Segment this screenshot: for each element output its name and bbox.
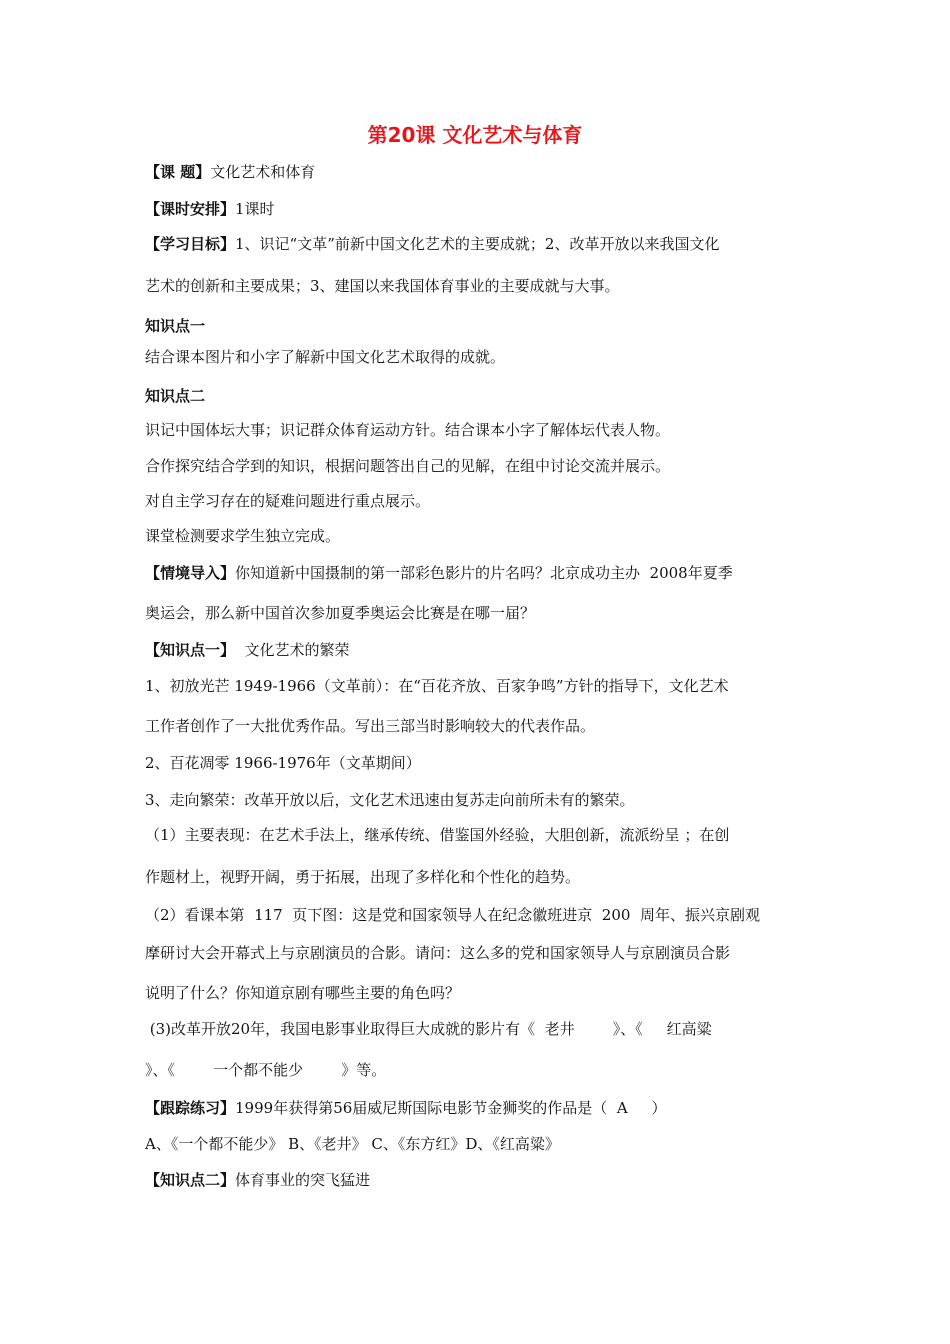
- text-line: [145, 941, 815, 965]
- text-line: [145, 1017, 815, 1041]
- line-text: （1）主要表现：在艺术手法上，继承传统、借鉴国外经验，大胆创新，流派纷呈 ；在创: [145, 826, 730, 844]
- line-text: 体育事业的突飞猛进: [235, 1171, 371, 1189]
- text-line: [145, 638, 815, 662]
- line-label: 【跟踪练习】: [145, 1099, 236, 1117]
- line-text: 课堂检测要求学生独立完成。: [145, 527, 341, 545]
- text-line: [145, 314, 815, 338]
- line-text: 作题材上，视野开阔，勇于拓展，出现了多样化和个性化的趋势。: [145, 868, 581, 886]
- text-line: [145, 714, 815, 738]
- text-line: [145, 345, 815, 369]
- text-line: [145, 489, 815, 513]
- text-line: [145, 1168, 815, 1192]
- page-title: 第20课 文化艺术与体育: [367, 123, 583, 147]
- text-line: [145, 524, 815, 548]
- text-line: [145, 197, 815, 221]
- text-line: [145, 981, 815, 1005]
- line-text: 摩研讨大会开幕式上与京剧演员的合影。请问：这么多的党和国家领导人与京剧演员合影: [145, 944, 731, 962]
- line-label: 【情境导入】: [145, 564, 236, 582]
- text-line: [145, 274, 815, 298]
- line-label: 知识点一: [145, 317, 206, 335]
- text-line: [145, 384, 815, 408]
- text-line: [145, 903, 815, 927]
- line-text: 艺术的创新和主要成果；3、建国以来我国体育事业的主要成就与大事。: [145, 277, 620, 295]
- line-label: 【课 题】: [145, 163, 211, 181]
- text-line: [145, 1096, 815, 1120]
- line-text: A、《一个都不能少》 B、《老井》 C、《东方红》D、《红高粱》: [145, 1135, 560, 1153]
- line-text: 1999年获得第56届威尼斯国际电影节金狮奖的作品是（ A ）: [235, 1099, 667, 1117]
- line-text: 工作者创作了一大批优秀作品。写出三部当时影响较大的代表作品。: [145, 717, 596, 735]
- line-text: 1、识记“文革”前新中国文化艺术的主要成就；2、改革开放以来我国文化: [235, 235, 720, 253]
- line-text: 结合课本图片和小字了解新中国文化艺术取得的成就。: [145, 348, 506, 366]
- text-line: [145, 561, 815, 585]
- line-text: 》、《 一个都不能少 》等。: [145, 1061, 387, 1079]
- line-text: 合作探究结合学到的知识，根据问题答出自己的见解，在组中讨论交流并展示。: [145, 457, 671, 475]
- text-line: [145, 1132, 815, 1156]
- line-label: 【知识点一】: [145, 641, 236, 659]
- line-text: 对自主学习存在的疑难问题进行重点展示。: [145, 492, 431, 510]
- line-text: 1课时: [235, 200, 275, 218]
- line-text: 文化艺术和体育: [210, 163, 316, 181]
- line-text: 1、初放光芒 1949-1966（文革前）：在“百花齐放、百家争鸣”方针的指导下，文化艺术: [145, 677, 729, 695]
- text-line: [145, 823, 815, 847]
- text-line: [145, 674, 815, 698]
- text-line: [145, 454, 815, 478]
- line-label: 【知识点二】: [145, 1171, 236, 1189]
- line-text: (3)改革开放20年，我国电影事业取得巨大成就的影片有《 老井 》、《 红高粱: [145, 1020, 712, 1038]
- text-line: [145, 601, 815, 625]
- line-text: 你知道新中国摄制的第一部彩色影片的片名吗？北京成功主办 2008年夏季: [235, 564, 733, 582]
- text-line: [145, 160, 815, 184]
- line-text: 文化艺术的繁荣: [235, 641, 350, 659]
- line-text: 2、百花凋零 1966-1976年（文革期间）: [145, 754, 421, 772]
- line-label: 【课时安排】: [145, 200, 236, 218]
- line-text: 3、走向繁荣：改革开放以后，文化艺术迅速由复苏走向前所未有的繁荣。: [145, 791, 635, 809]
- text-line: [145, 788, 815, 812]
- text-line: [145, 751, 815, 775]
- line-label: 知识点二: [145, 387, 206, 405]
- line-text: 奥运会，那么新中国首次参加夏季奥运会比赛是在哪一届？: [145, 604, 536, 622]
- text-line: [145, 232, 815, 256]
- text-line: [145, 1058, 815, 1082]
- line-text: （2）看课本第 117 页下图：这是党和国家领导人在纪念徽班进京 200 周年、振兴京剧观: [145, 906, 760, 924]
- text-line: [145, 418, 815, 442]
- text-line: [145, 865, 815, 889]
- line-text: 说明了什么？你知道京剧有哪些主要的角色吗？: [145, 984, 461, 1002]
- line-label: 【学习目标】: [145, 235, 236, 253]
- line-text: 识记中国体坛大事；识记群众体育运动方针。结合课本小字了解体坛代表人物。: [145, 421, 671, 439]
